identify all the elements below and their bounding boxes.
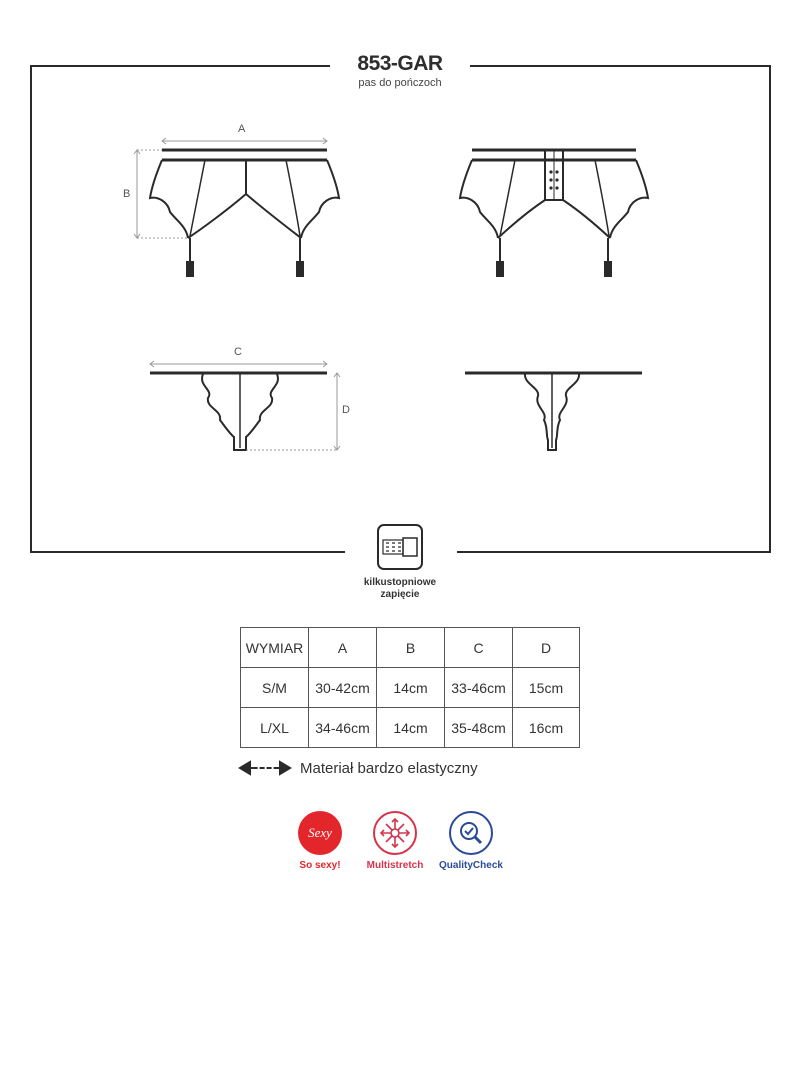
back-view-drawing bbox=[460, 150, 648, 276]
table-header: D bbox=[513, 628, 580, 668]
badge-quality-check bbox=[426, 810, 516, 871]
closure-label-line1: kilkustopniowe bbox=[363, 577, 437, 588]
table-header-row bbox=[241, 628, 580, 668]
table-row bbox=[241, 708, 580, 748]
sexy-badge-text: Sexy bbox=[308, 825, 332, 840]
table-cell: 34-46cm bbox=[309, 708, 377, 748]
table-cell: 16cm bbox=[513, 708, 580, 748]
back-string-drawing bbox=[465, 373, 642, 450]
table-cell: 35-48cm bbox=[445, 708, 513, 748]
table-cell: 33-46cm bbox=[445, 668, 513, 708]
dim-label-d: D bbox=[342, 404, 350, 416]
table-header: C bbox=[445, 628, 513, 668]
table-header: A bbox=[309, 628, 377, 668]
table-row bbox=[241, 668, 580, 708]
table-cell: 14cm bbox=[377, 708, 445, 748]
badge-label: Multistretch bbox=[366, 860, 424, 871]
dim-label-a: A bbox=[238, 123, 246, 135]
hook-closure-icon bbox=[378, 525, 422, 569]
closure-label bbox=[330, 577, 470, 601]
table-cell: L/XL bbox=[241, 708, 309, 748]
table-cell: 14cm bbox=[377, 668, 445, 708]
dim-label-c: C bbox=[234, 346, 242, 358]
size-table bbox=[240, 627, 580, 748]
title-block bbox=[300, 52, 500, 90]
dim-label-b: B bbox=[123, 188, 131, 200]
stretch-note-text: Materiał bardzo elastyczny bbox=[300, 759, 478, 777]
closure-label-line2: zapięcie bbox=[380, 589, 420, 600]
sexy-badge-icon bbox=[297, 810, 343, 856]
multistretch-icon bbox=[372, 810, 418, 856]
quality-check-icon bbox=[448, 810, 494, 856]
table-header: WYMIAR bbox=[241, 628, 309, 668]
front-view-drawing bbox=[150, 150, 339, 276]
table-header: B bbox=[377, 628, 445, 668]
product-code: 853-GAR bbox=[357, 52, 443, 75]
badge-label: QualityCheck bbox=[439, 860, 503, 871]
product-name: pas do pończoch bbox=[358, 77, 442, 89]
front-string-drawing bbox=[150, 373, 327, 450]
table-cell: S/M bbox=[241, 668, 309, 708]
table-cell: 15cm bbox=[513, 668, 580, 708]
table-cell: 30-42cm bbox=[309, 668, 377, 708]
stretch-note bbox=[240, 758, 478, 778]
badge-label: So sexy! bbox=[299, 860, 341, 871]
